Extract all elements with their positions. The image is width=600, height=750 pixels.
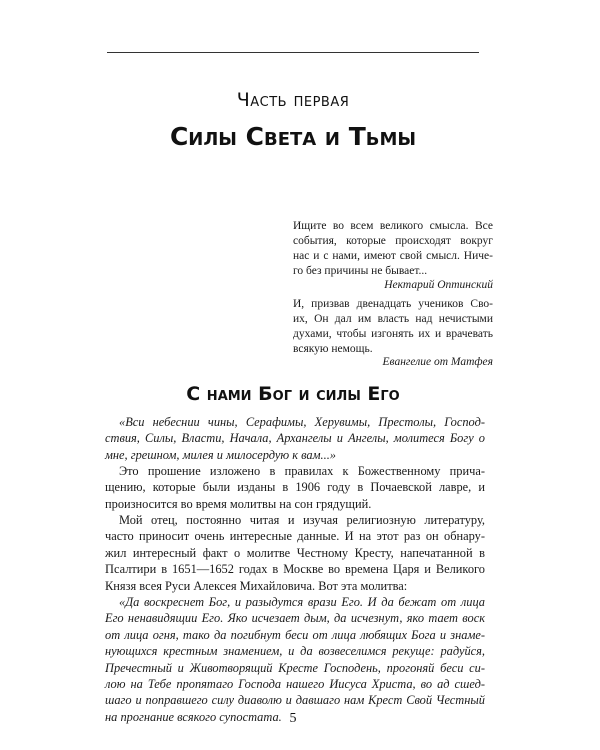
paragraph-line: Мой отец, постоянно читая и изучая религиозную литературу, bbox=[119, 513, 485, 527]
epigraph-line: го без причины не бывает... bbox=[293, 265, 428, 277]
paragraph-line: ствия, Силы, Власти, Начала, Архангелы и Ангелы, молитеся Богу о bbox=[105, 431, 485, 446]
paragraph-line: часто приносит очень интересные данные. И на этот раз он обнару- bbox=[105, 529, 485, 544]
epigraph-line: И, призвав двенадцать учеников Сво- bbox=[293, 298, 493, 310]
paragraph-line: Князя всея Руси Алексея Михайловича. Вот эта молитва: bbox=[105, 578, 408, 593]
paragraph-line: лою на Тебе пропятаго Господа нашего Иисуса Христа, во ад сшед- bbox=[105, 677, 485, 692]
paragraph-line: Это прошение изложено в правилах к Божественному прича- bbox=[119, 464, 485, 478]
section-title: С нами Бог и силы Его bbox=[186, 383, 400, 405]
epigraph-line: Ищите во всем великого смысла. Все bbox=[293, 220, 493, 232]
paragraph-line: мне, грешном, милея и милосердую к вам...» bbox=[105, 447, 337, 462]
paragraph-line: Псалтири в 1651—1652 годах в Москве во времена Царя и Великого bbox=[105, 562, 485, 577]
epigraph-author-1: Нектарий Оптинский bbox=[384, 279, 493, 291]
epigraph-line: духами, чтобы изгонять их и врачевать bbox=[293, 328, 493, 340]
paragraph-line: от лица огня, тако да погибнут беси от лица любящих Бога и знаме- bbox=[105, 627, 485, 642]
paragraph-2 bbox=[105, 463, 485, 512]
paragraph-4 bbox=[105, 594, 485, 725]
paragraph-line: жил интересный факт о молитве Честному Кресту, напечатанной в bbox=[105, 545, 485, 560]
epigraph-2 bbox=[293, 297, 493, 357]
paragraph-line: Пречестный и Животворящий Кресте Господень, прогоняй беси си- bbox=[105, 660, 485, 675]
epigraph-author-2: Евангелие от Матфея bbox=[382, 356, 493, 368]
paragraph-line: на прогнание всякого супостата. bbox=[105, 709, 282, 724]
epigraph-line: их, Он дал им власть над нечистыми bbox=[293, 313, 493, 325]
part-title: Силы Света и Тьмы bbox=[169, 122, 417, 151]
paragraph-line: «Вси небеснии чины, Серафимы, Херувимы, Престолы, Господ- bbox=[119, 415, 485, 429]
paragraph-line: произносится во время молитвы на сон грядущий. bbox=[105, 496, 372, 511]
part-label: Часть первая bbox=[236, 89, 350, 111]
paragraph-line: щению, которые были изданы в 1906 году в Почаевской лавре, и bbox=[105, 480, 485, 495]
epigraph-1 bbox=[293, 219, 493, 279]
paragraph-1 bbox=[105, 414, 485, 463]
paragraph-line: шаго и поправшего силу диаволю и давшаго нам Крест Свой Честный bbox=[105, 693, 485, 708]
paragraph-line: «Да воскреснет Бог, и разыдутся врази Его. И да бежат от лица bbox=[119, 595, 485, 609]
page-number: 5 bbox=[289, 711, 297, 726]
paragraph-line: Его ненавидящии Его. Яко исчезает дым, да исчезнут, яко тает воск bbox=[105, 611, 485, 626]
epigraph-line: события, которые происходят вокруг bbox=[293, 235, 493, 247]
epigraph-line: всякую немощь. bbox=[293, 343, 373, 355]
top-rule bbox=[107, 52, 479, 53]
paragraph-3 bbox=[105, 512, 485, 594]
epigraph-line: нас и с нами, имеют свой смысл. Ниче- bbox=[293, 250, 493, 262]
paragraph-line: нующихся крестным знамением, и да возвеселимся рекуще: радуйся, bbox=[105, 644, 485, 659]
